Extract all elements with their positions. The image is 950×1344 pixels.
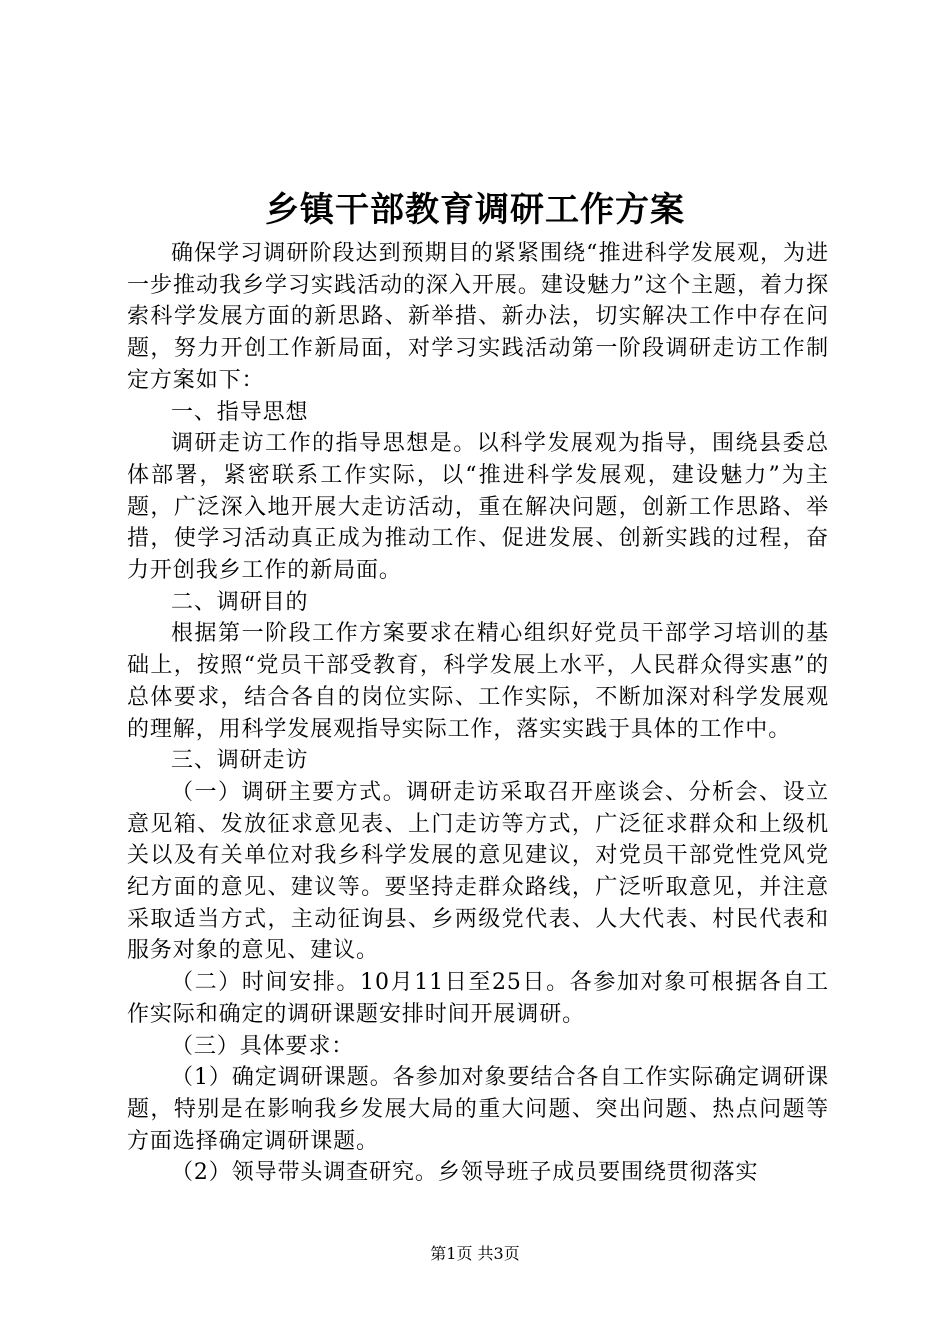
paragraph-requirement-1: （1）确定调研课题。各参加对象要结合各自工作实际确定调研课题，特别是在影响我乡发展大局的重大问题、突出问题、热点问题等方面选择确定调研课题。 xyxy=(127,1065,829,1154)
page-number-footer: 第1页 共3页 xyxy=(430,1244,520,1263)
document-body xyxy=(127,238,829,1189)
paragraph-schedule: （二）时间安排。10月11日至25日。各参加对象可根据各自工作实际和确定的调研课题安排时间开展调研。 xyxy=(127,970,829,1027)
paragraph-research-purpose: 根据第一阶段工作方案要求在精心组织好党员干部学习培训的基础上，按照“党员干部受教育，科学发展上水平，人民群众得实惠”的总体要求，结合各自的岗位实际、工作实际，不断加深对科学发展观的理解，用科学发展观指导实际工作，落实实践于具体的工作中。 xyxy=(127,621,829,742)
section-heading-research-purpose: 二、调研目的 xyxy=(171,589,309,615)
paragraph-guiding-thought: 调研走访工作的指导思想是。以科学发展观为指导，围绕县委总体部署，紧密联系工作实际，以“推进科学发展观，建设魅力”为主题，广泛深入地开展大走访活动，重在解决问题，创新工作思路、举措，使学习活动真正成为推动工作、促进发展、创新实践的过程，奋力开创我乡工作的新局面。 xyxy=(127,431,829,584)
section-heading-research-visits: 三、调研走访 xyxy=(171,748,309,774)
section-heading-guiding-thought: 一、指导思想 xyxy=(171,399,309,425)
subheading-specific-requirements: （三）具体要求： xyxy=(171,1033,355,1059)
paragraph-intro: 确保学习调研阶段达到预期目的紧紧围绕“推进科学发展观，为进一步推动我乡学习实践活动的深入开展。建设魅力”这个主题，着力探索科学发展方面的新思路、新举措、新办法，切实解决工作中存在问题，努力开创工作新局面，对学习实践活动第一阶段调研走访工作制定方案如下： xyxy=(127,241,829,393)
document-title: 乡镇干部教育调研工作方案 xyxy=(265,190,685,230)
paragraph-research-methods: （一）调研主要方式。调研走访采取召开座谈会、分析会、设立意见箱、发放征求意见表、上门走访等方式，广泛征求群众和上级机关以及有关单位对我乡科学发展的意见建议，对党员干部党性党风党纪方面的意见、建议等。要坚持走群众路线，广泛听取意见，并注意采取适当方式，主动征询县、乡两级党代表、人大代表、村民代表和服务对象的意见、建议。 xyxy=(127,779,829,964)
paragraph-requirement-2: （2）领导带头调查研究。乡领导班子成员要围绕贯彻落实 xyxy=(171,1160,759,1186)
